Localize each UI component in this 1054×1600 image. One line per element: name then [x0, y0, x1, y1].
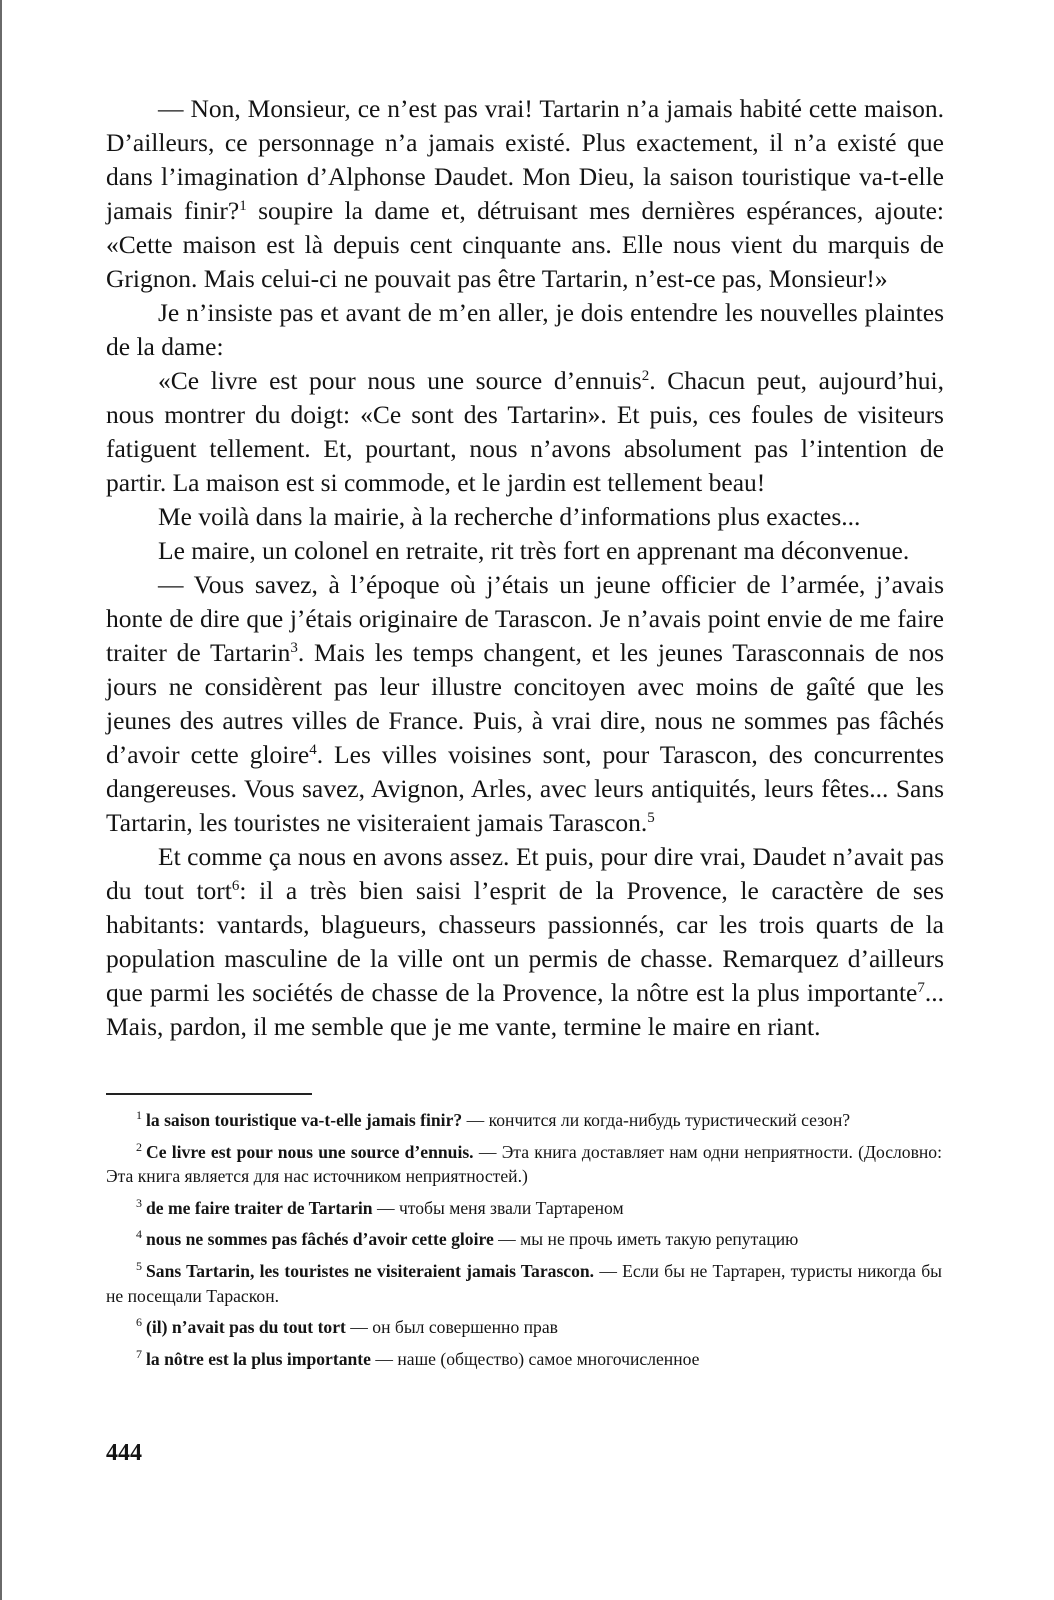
footnotes-section [106, 1108, 942, 1378]
page-number: 444 [106, 1440, 142, 1466]
footnote-number: 2 [136, 1139, 142, 1154]
footnote-source-phrase: la saison touristique va-t-elle jamais finir? [146, 1110, 463, 1130]
footnote-ref: 5 [647, 810, 655, 826]
footnote-translation: — мы не прочь иметь такую репутацию [493, 1229, 799, 1250]
paragraph-text: : il a très bien saisi l’esprit de la Provence, le caractère de ses habitants: vantards, blagueurs, chasseurs passionnés, car les trois quarts de la population masculine de la ville ont un permis de chasse. Remarquez d’ailleurs que parmi les sociétés de chasse de la Provence, la nôtre est la plus importante [106, 876, 944, 1007]
paragraph-text: . Mais les temps changent, et les jeunes Tarasconnais de nos jours ne considèrent pas leur illustre concitoyen avec moins de gaîté que les jeunes des autres villes de France. Puis, à vrai dire, nous ne sommes pas fâchés d’avoir cette gloire [106, 638, 944, 769]
paragraph [106, 500, 944, 534]
paragraph [106, 534, 944, 568]
footnote-number: 1 [136, 1108, 142, 1122]
paragraph [106, 364, 944, 500]
footnote-ref: 2 [641, 368, 650, 384]
footnote [106, 1140, 942, 1189]
paragraph-text: ... Mais, pardon, il me semble que je me vante, termine le maire en riant. [106, 978, 944, 1041]
paragraph-text: Le maire, un colonel en retraite, rit très fort en apprenant ma déconvenue. [158, 536, 910, 565]
footnote-source-phrase: nous ne sommes pas fâchés d’avoir cette gloire [146, 1229, 494, 1250]
footnote-translation: — чтобы меня звали Тартареном [372, 1197, 624, 1218]
paragraph-text: soupire la dame et, détruisant mes dernières espérances, ajoute: «Cette maison est là depuis cent cinquante ans. Elle nous vient du marquis de Grignon. Mais celui-ci ne pouvait pas être Tartarin, n’est-ce pas, Monsieur!» [106, 196, 944, 293]
footnote-translation: — Если бы не Тартарен, туристы никогда бы не посещали Тараскон. [106, 1260, 942, 1306]
footnote-separator [106, 1093, 312, 1095]
footnote-number: 4 [136, 1227, 142, 1242]
footnote-translation: — он был совершенно прав [345, 1317, 558, 1338]
paragraph-text: Et comme ça nous en avons assez. Et puis, pour dire vrai, Daudet n’avait pas du tout tort [106, 842, 944, 905]
footnote-number: 6 [136, 1315, 142, 1330]
footnote-source-phrase: Sans Tartarin, les touristes ne visiteraient jamais Tarascon. [146, 1260, 595, 1281]
paragraph [106, 296, 944, 364]
footnote [106, 1227, 942, 1252]
paragraph-text: — Non, Monsieur, ce n’est pas vrai! Tartarin n’a jamais habité cette maison. D’ailleurs, ce personnage n’a jamais existé. Plus exactement, il n’a existé que dans l’imagination d’Alphonse Daudet. Mon Dieu, la saison touristique va-t-elle jamais finir? [106, 94, 944, 225]
paragraph-text: «Ce livre est pour nous une source d’ennuis [158, 366, 642, 395]
footnote-ref: 3 [290, 640, 298, 656]
footnote [106, 1315, 942, 1340]
footnote-number: 3 [136, 1195, 142, 1210]
footnote-ref: 7 [917, 980, 925, 996]
footnote-source-phrase: Ce livre est pour nous une source d’ennuis. [146, 1141, 474, 1162]
footnote-translation: — Эта книга доставляет нам одни неприятности. (Дословно: Эта книга является для нас источником неприятностей.) [106, 1141, 942, 1187]
paragraph-text: . Les villes voisines sont, pour Tarascon, des concurrentes dangereuses. Vous savez, Avignon, Arles, avec leurs antiquités, leurs fêtes... Sans Tartarin, les touristes ne visiteraient jamais Tarascon. [106, 740, 944, 837]
footnote-source-phrase: (il) n’avait pas du tout tort [146, 1317, 346, 1338]
footnote [106, 1347, 942, 1372]
footnote-translation: — наше (общество) самое многочисленное [370, 1348, 700, 1369]
footnote-number: 5 [136, 1258, 142, 1273]
footnote [106, 1108, 942, 1133]
paragraph-text: — Vous savez, à l’époque où j’étais un jeune officier de l’armée, j’avais honte de dire que j’étais originaire de Tarascon. Je n’avais point envie de me faire traiter de Tartarin [106, 570, 944, 667]
footnote [106, 1259, 942, 1308]
paragraph-text: Me voilà dans la mairie, à la recherche d’informations plus exactes... [158, 502, 861, 531]
footnote-translation: — кончится ли когда-нибудь туристический сезон? [462, 1110, 851, 1130]
paragraph [106, 92, 944, 296]
paragraph-text: Je n’insiste pas et avant de m’en aller, je dois entendre les nouvelles plaintes de la dame: [106, 298, 944, 361]
footnote-ref: 1 [239, 198, 247, 214]
paragraph-text: . Chacun peut, aujourd’hui, nous montrer du doigt: «Ce sont des Tartarin». Et puis, ces foules de visiteurs fatiguent tellement. Et, pourtant, nous n’avons absolument pas l’intention de partir. La maison est si commode, et le jardin est tellement beau! [106, 366, 944, 497]
footnote-ref: 4 [309, 742, 317, 758]
footnote-number: 7 [136, 1346, 142, 1361]
paragraph [106, 840, 944, 1044]
paragraph [106, 568, 944, 840]
footnote-source-phrase: de me faire traiter de Tartarin [146, 1197, 373, 1218]
footnote-source-phrase: la nôtre est la plus importante [146, 1348, 371, 1369]
footnote-ref: 6 [231, 878, 240, 894]
footnote [106, 1196, 942, 1221]
main-text-body [106, 92, 944, 1044]
